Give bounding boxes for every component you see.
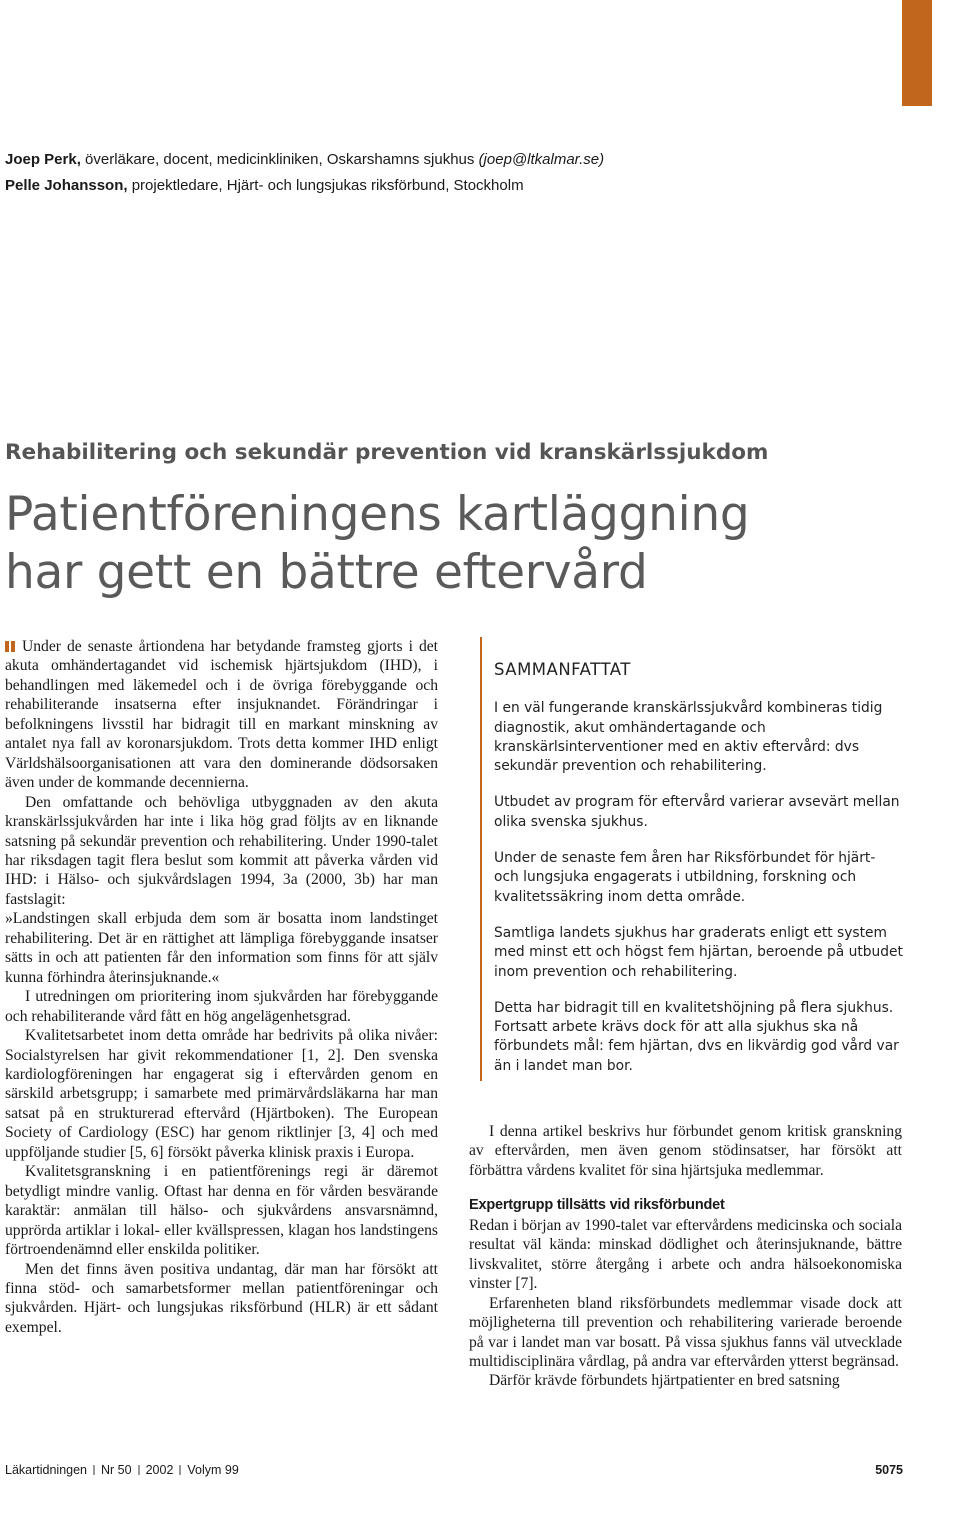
body-paragraph: I utredningen om prioritering inom sjukvården har förebyggande och rehabiliterande vård fått en hög angelägenhetsgrad. xyxy=(5,988,438,1025)
body-paragraph: Redan i början av 1990-talet var eftervårdens medicinska och sociala resultat väl kända: minskad dödlighet och återinsjuknande, bättre livskvalitet, större återgång i arbete och andra hälsoekonomiska vinster [7]. xyxy=(469,1216,902,1293)
lead-marker-icon xyxy=(5,641,17,652)
author-email[interactable]: (joep@ltkalmar.se) xyxy=(478,151,605,168)
author-line-2 xyxy=(5,173,905,199)
author-name: Joep Perk, xyxy=(5,151,81,168)
author-role: projektledare, Hjärt- och lungsjukas riksförbund, Stockholm xyxy=(127,177,524,194)
author-block xyxy=(5,147,905,199)
footer-separator xyxy=(138,1465,140,1475)
body-paragraph: Erfarenheten bland riksförbundets medlemmar visade dock att möjligheterna till prevention och rehabilitering varierade beroende på var i landet man var bosatt. På vissa sjukhus fanns väl utvecklade multidisciplinära vårdlag, på andra var eftervården ytterst begränsad. xyxy=(469,1294,902,1370)
footer-volume: Volym 99 xyxy=(187,1463,239,1477)
footer-year: 2002 xyxy=(145,1463,174,1477)
intro-paragraph: I denna artikel beskrivs hur förbundet genom kritisk granskning av eftervården, men även genom stödinsatser, har försökt att förbättra vårdens kvalitet för sina hjärtsjuka medlemmar. xyxy=(469,1123,902,1179)
section-heading: Expertgrupp tillsätts vid riksförbundet xyxy=(469,1197,725,1214)
footer-journal: Läkartidningen xyxy=(5,1463,88,1477)
body-paragraph: Kvalitetsgranskning i en patientförenings regi är däremot betydligt mindre vanlig. Oftast har denna en för vården besvärande karaktär: anmälan till hälso- och sjukvårdens ansvarsnämnd, upprörda artiklar i lokal- eller kvällspressen, klagan hos landstingens förtroendenämnd eller enskilda politiker. xyxy=(5,1163,438,1259)
headline-line-2: har gett en bättre eftervård xyxy=(5,545,648,600)
accent-tab xyxy=(902,0,932,106)
summary-paragraph: Utbudet av program för eftervård varierar avsevärt mellan olika svenska sjukhus. xyxy=(494,794,900,830)
lead-paragraph xyxy=(5,637,438,793)
body-paragraph: Kvalitetsarbetet inom detta område har bedrivits på olika nivåer: Socialstyrelsen har givit rekommendationer [1, 2]. Den svenska kardiologföreningen har engagerat sig i eftervården genom en särskild arbetsgrupp; i samarbete med primärvårdsläkarna har man satsat på en strukturerad eftervård (Hjärtboken). The European Society of Cardiology (ESC) har genom riktlinjer [3, 4] och med uppföljande studier [5, 6] försökt påverka klinisk praxis i Europa. xyxy=(5,1027,438,1161)
summary-paragraph: Under de senaste fem åren har Riksförbundet för hjärt- och lungsjuka engagerats i utbildning, forskning och kvalitetssäkring inom detta område. xyxy=(494,850,876,905)
left-column xyxy=(5,637,438,1337)
summary-paragraph: I en väl fungerande kranskärlssjukvård kombineras tidig diagnostik, akut omhändertagande och kranskärlsinterventioner med en aktiv eftervård: dvs sekundär prevention och rehabilitering. xyxy=(494,700,883,775)
summary-box xyxy=(494,660,904,1093)
body-paragraph: Den omfattande och behövliga utbyggnaden av den akuta kranskärlssjukvården har inte i lika hög grad följts av en liknande satsning på sekundär prevention och rehabilitering. Under 1990-talet har riksdagen tagit flera beslut som kommit att påverka vården vid IHD: i Hälso- och sjukvårdslagen 1994, 3a (2000, 3b) har man fastslagit: xyxy=(5,793,438,908)
author-line-1 xyxy=(5,147,905,173)
author-role: överläkare, docent, medicinkliniken, Oskarshamns sjukhus xyxy=(80,151,475,168)
author-name: Pelle Johansson, xyxy=(5,177,128,194)
body-paragraph: Därför krävde förbundets hjärtpatienter en bred satsning xyxy=(489,1372,840,1390)
headline-line-1: Patientföreningens kartläggning xyxy=(5,487,750,542)
summary-paragraph: Detta har bidragit till en kvalitetshöjning på flera sjukhus. Fortsatt arbete krävs dock för att alla sjukhus ska nå förbundets mål: fem hjärtan, dvs en likvärdig god vård var än i landet man bor. xyxy=(494,999,899,1074)
quote-paragraph: »Landstingen skall erbjuda dem som är bosatta inom landstinget rehabilitering. Det är en rättighet att lämpliga förebyggande insatser sätts in och att patienten får den information som finns för att själv kunna förhindra återinsjuknande.« xyxy=(5,910,438,986)
right-column xyxy=(469,1122,902,1391)
summary-paragraph: Samtliga landets sjukhus har graderats enligt ett system med minst ett och högst fem hjärtan, beroende på utbudet inom prevention och rehabilitering. xyxy=(494,924,903,980)
lead-text: Under de senaste årtiondena har betydande framsteg gjorts i det akuta omhändertagandet vid ischemisk hjärtsjukdom (IHD), i behandlingen med läkemedel och i de övriga förebyggande och rehabiliterande insatserna efter insjuknandet. Förändringar i befolkningens livsstil har bidragit till en markant minskning av antalet nya fall av koronarsjukdom. Trots detta kommer IHD enligt Världshälsoorganisationen att vara den dominerande dödsorsaken även under de kommande decennierna. xyxy=(5,638,438,792)
page-number: 5075 xyxy=(875,1463,903,1477)
footer-separator xyxy=(93,1465,95,1475)
summary-title: SAMMANFATTAT xyxy=(494,660,631,679)
footer-issue: Nr 50 xyxy=(101,1463,132,1477)
footer-separator xyxy=(179,1465,181,1475)
body-paragraph: Men det finns även positiva undantag, där man har försökt att finna stöd- och samarbetsformer mellan patientföreningar och sjukvården. Hjärt- och lungsjukas riksförbund (HLR) är ett sådant exempel. xyxy=(5,1260,438,1336)
footer-citation xyxy=(5,1463,239,1477)
article-kicker: Rehabilitering och sekundär prevention vid kranskärlssjukdom xyxy=(5,440,769,465)
summary-divider xyxy=(480,637,482,1081)
page-footer xyxy=(5,1463,903,1483)
article-headline xyxy=(5,486,749,602)
